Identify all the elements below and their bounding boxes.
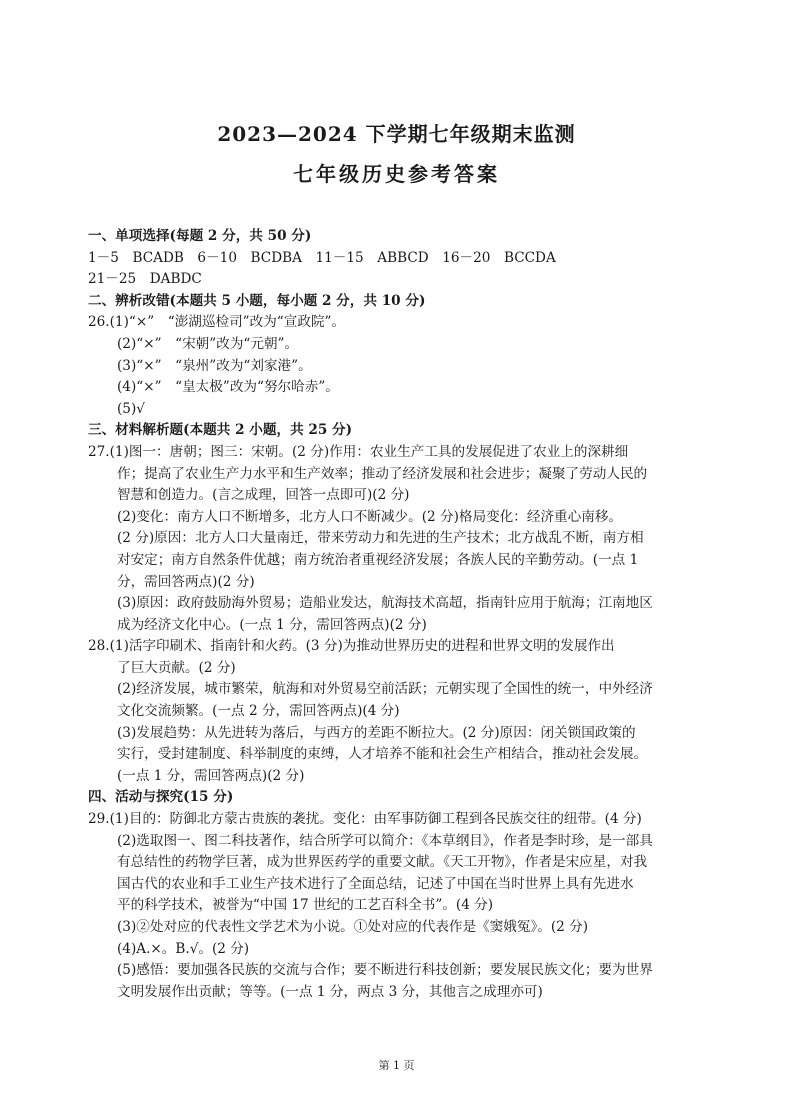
answer-line: (3)②处对应的代表性文学艺术为小说。①处对应的代表作是《窦娥冤》。(2 分)	[117, 919, 589, 935]
answer-line: 文化交流频繁。(一点 2 分，需回答两点)(4 分)	[117, 703, 400, 720]
answer-line: (4)“×” “皇太极”改为“努尔哈赤”。	[117, 379, 339, 396]
answer-line: (2 分)原因：北方人口大量南迁，带来劳动力和先进的生产技术；北方战乱不断，南方相	[117, 530, 644, 547]
answer-content	[88, 226, 728, 1003]
section-heading: 三、材料解析题(本题共 2 小题，共 25 分)	[88, 422, 353, 439]
answer-line: (4)A.×。B.√。(2 分)	[117, 940, 250, 957]
answer-line: (3)发展趋势：从先进转为落后，与西方的差距不断拉大。(2 分)原因：闭关锁国政策的	[117, 724, 636, 741]
answer-line: 分，需回答两点)(2 分)	[117, 573, 255, 590]
answer-line: (一点 1 分，需回答两点)(2 分)	[117, 767, 305, 784]
answer-line: 文明发展作出贡献；等等。(一点 1 分，两点 3 分，其他言之成理亦可)	[117, 983, 543, 1000]
answer-line: 智慧和创造力。(言之成理，回答一点即可)(2 分)	[117, 487, 410, 504]
answer-line: 28.(1)活字印刷术、指南针和火药。(3 分)为推动世界历史的进程和世界文明的发展作出	[88, 638, 615, 655]
answer-line: 29.(1)目的：防御北方蒙古贵族的袭扰。变化：由军事防御工程到各民族交往的纽带。(4 分)	[88, 811, 642, 828]
page-title: 2023—2024 下学期七年级期末监测	[217, 122, 576, 146]
answer-line: 成为经济文化中心。(一点 1 分，需回答两点)(2 分)	[117, 616, 427, 633]
answer-line: 21－25 DABDC	[88, 271, 202, 288]
page-subtitle: 七年级历史参考答案	[293, 162, 500, 186]
answer-line: (2)“×” “宋朝”改为“元朝”。	[117, 335, 299, 352]
answer-line: 国古代的农业和手工业生产技术进行了全面总结，记述了中国在当时世界上具有先进水	[117, 875, 634, 892]
section-heading: 二、辨析改错(本题共 5 小题，每小题 2 分，共 10 分)	[88, 292, 426, 309]
answer-line: (5)感悟：要加强各民族的交流与合作；要不断进行科技创新；要发展民族文化；要为世界	[117, 962, 653, 979]
answer-line: 作；提高了农业生产力水平和生产效率；推动了经济发展和社会进步；凝聚了劳动人民的	[117, 465, 648, 482]
answer-line: 了巨大贡献。(2 分)	[117, 659, 236, 676]
answer-line: 26.(1)“×” “澎湖巡检司”改为“宣政院”。	[88, 314, 346, 331]
answer-line: 对安定；南方自然条件优越；南方统治者重视经济发展；各族人民的辛勤劳动。(一点 1	[117, 551, 639, 568]
section-heading: 四、活动与探究(15 分)	[88, 789, 234, 806]
answer-line: 1－5 BCADB 6－10 BCDBA 11－15 ABBCD 16－20 BCCDA	[88, 249, 556, 266]
answer-line: 实行，受封建制度、科举制度的束缚，人才培养不能和社会生产相结合，推动社会发展。	[117, 746, 648, 763]
section-heading: 一、单项选择(每题 2 分，共 50 分)	[88, 228, 312, 244]
answer-line: (3)“×” “泉州”改为“刘家港”。	[117, 357, 312, 374]
answer-line: (2)经济发展，城市繁荣，航海和对外贸易空前活跃；元朝实现了全国性的统一，中外经济	[117, 681, 653, 698]
answer-line: 平的科学技术，被誉为“中国 17 世纪的工艺百科全书”。(4 分)	[117, 897, 494, 914]
answer-line: (2)变化：南方人口不断增多，北方人口不断减少。(2 分)格局变化：经济重心南移。	[117, 508, 623, 525]
answer-line: (2)选取图一、图二科技著作，结合所学可以简介：《本草纲目》，作者是李时珍，是一部具	[117, 832, 653, 849]
answer-line: 有总结性的药物学巨著，成为世界医药学的重要文献。《天工开物》，作者是宋应星，对我	[117, 854, 648, 871]
answer-line: (5)√	[117, 400, 145, 417]
page-number: 第 1 页	[378, 1059, 415, 1072]
answer-line: (3)原因：政府鼓励海外贸易；造船业发达，航海技术高超，指南针应用于航海；江南地区	[117, 595, 653, 612]
answer-line: 27.(1)图一：唐朝；图三：宋朝。(2 分)作用：农业生产工具的发展促进了农业上的深耕细	[88, 443, 629, 460]
